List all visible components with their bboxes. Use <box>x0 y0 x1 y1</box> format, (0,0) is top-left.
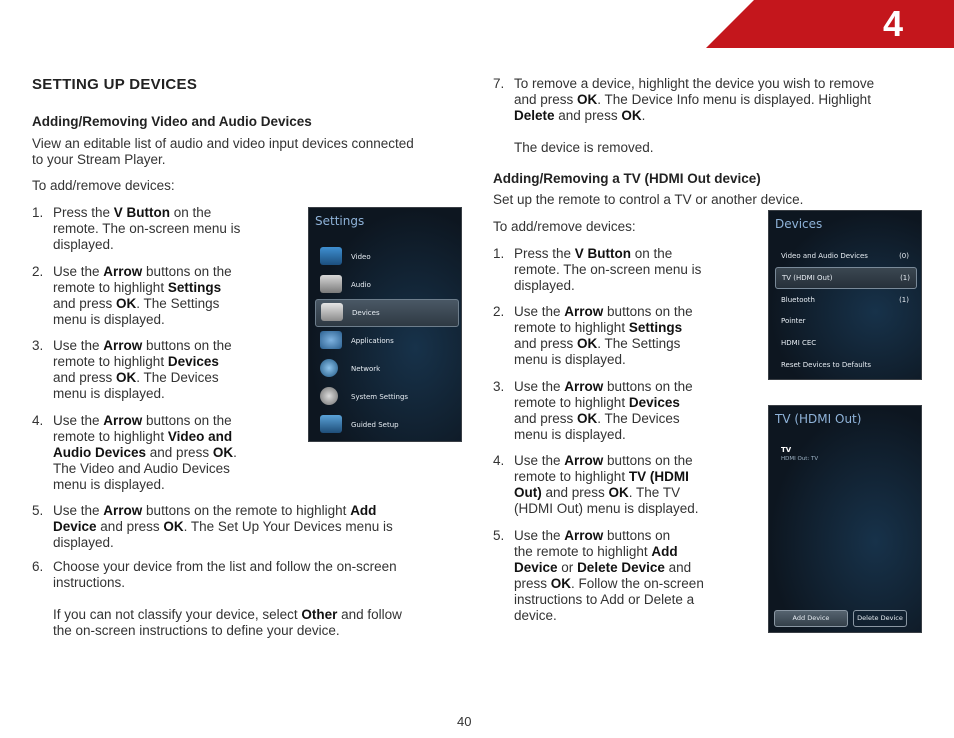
step-line: displayed. <box>53 237 114 252</box>
devices-row: Video and Audio Devices (0) <box>781 252 909 260</box>
step-line: Use the Arrow buttons on <box>514 528 671 543</box>
step-line: To remove a device, highlight the device you wish to remove <box>514 76 875 91</box>
step-number: 5. <box>32 503 44 518</box>
step-number: 5. <box>493 528 505 543</box>
lead-text: To add/remove devices: <box>32 178 175 193</box>
step-line: Delete and press OK. <box>514 108 646 123</box>
lead-text-tv: To add/remove devices: <box>493 219 636 234</box>
tv-hdmi-screenshot <box>768 405 922 633</box>
devices-icon <box>321 303 343 321</box>
step-line: Use the Arrow buttons on the <box>53 413 232 428</box>
tv-hdmi-title: TV (HDMI Out) <box>775 412 862 426</box>
devices-row: Bluetooth (1) <box>781 296 909 304</box>
delete-device-button[interactable]: Delete Device <box>853 610 907 627</box>
gear-icon <box>320 387 338 405</box>
step-line: remote to highlight Devices <box>514 395 680 410</box>
tv-device-sub: HDMI Out: TV <box>781 456 819 462</box>
step-line: instructions to Add or Delete a <box>514 592 695 607</box>
chapter-tab-shape <box>0 0 954 48</box>
settings-screenshot <box>308 207 462 442</box>
step-line: remote. The on-screen menu is <box>514 262 702 277</box>
settings-item-applications: Applications <box>315 328 457 354</box>
step-text <box>53 413 237 493</box>
page-number: 40 <box>457 714 472 729</box>
video-icon <box>320 247 342 265</box>
settings-item-network: Network <box>315 356 457 382</box>
step-text <box>514 304 693 368</box>
step-text <box>53 559 402 639</box>
chapter-tab <box>0 0 954 48</box>
step-text <box>53 503 393 551</box>
step-line: press OK. Follow the on-screen <box>514 576 704 591</box>
step-text <box>514 76 874 156</box>
subsection-title-tv: Adding/Removing a TV (HDMI Out device) <box>493 171 761 186</box>
step-line: Choose your device from the list and follow the on-screen <box>53 559 397 574</box>
subsection-title: Adding/Removing Video and Audio Devices <box>32 114 312 129</box>
step-text <box>53 338 232 402</box>
step-line: remote to highlight TV (HDMI <box>514 469 689 484</box>
step-line: displayed. <box>53 535 114 550</box>
step-line: and press OK. The Settings <box>514 336 681 351</box>
step-number: 2. <box>493 304 505 319</box>
step-line: Device and press OK. The Set Up Your Devices menu is <box>53 519 393 534</box>
chapter-number: 4 <box>882 3 904 44</box>
step-text <box>53 264 232 328</box>
step-line: remote to highlight Settings <box>514 320 683 335</box>
step-line <box>53 591 402 607</box>
step-line: and press OK. The Devices <box>53 370 219 385</box>
step-line: and press OK. The Devices <box>514 411 680 426</box>
step-number: 1. <box>493 246 505 261</box>
step-number: 4. <box>32 413 44 428</box>
guided-setup-icon <box>320 415 342 433</box>
devices-row: HDMI CEC <box>781 339 817 347</box>
tv-device-name: TV <box>781 446 792 454</box>
step-line: device. <box>514 608 557 623</box>
step-line: and press OK. The Device Info menu is displayed. Highlight <box>514 92 871 107</box>
settings-item-video: Video <box>315 244 457 270</box>
devices-title: Devices <box>775 217 823 231</box>
step-number: 6. <box>32 559 44 574</box>
step-number: 3. <box>32 338 44 353</box>
intro-line-1: View an editable list of audio and video input devices connected <box>32 136 414 151</box>
intro-line-2: to your Stream Player. <box>32 152 166 167</box>
step-number: 1. <box>32 205 44 220</box>
step-text <box>514 379 693 443</box>
step-line: remote to highlight Video and <box>53 429 233 444</box>
devices-row: Pointer <box>781 317 806 325</box>
settings-item-system-settings: System Settings <box>315 384 457 410</box>
step-number: 2. <box>32 264 44 279</box>
step-line: (HDMI Out) menu is displayed. <box>514 501 699 516</box>
settings-item-audio: Audio <box>315 272 457 298</box>
step-line: The device is removed. <box>514 140 654 155</box>
step-line: Press the V Button on the <box>53 205 212 220</box>
step-line: the remote to highlight Add <box>514 544 678 559</box>
step-number: 3. <box>493 379 505 394</box>
step-line: Press the V Button on the <box>514 246 673 261</box>
step-line: and press OK. The Settings <box>53 296 220 311</box>
network-icon <box>320 359 338 377</box>
devices-row-selected: TV (HDMI Out) (1) <box>775 267 917 289</box>
step-line: menu is displayed. <box>53 312 165 327</box>
step-line: Use the Arrow buttons on the <box>514 453 693 468</box>
audio-icon <box>320 275 342 293</box>
settings-item-devices: Devices <box>315 299 459 327</box>
devices-row: Reset Devices to Defaults <box>781 361 872 369</box>
step-line: menu is displayed. <box>53 386 165 401</box>
step-line: the on-screen instructions to define your device. <box>53 623 340 638</box>
section-title: SETTING UP DEVICES <box>32 76 198 93</box>
step-number: 7. <box>493 76 505 91</box>
step-line <box>514 124 874 140</box>
step-line: Audio Devices and press OK. <box>53 445 237 460</box>
step-line: remote to highlight Settings <box>53 280 222 295</box>
step-line: Use the Arrow buttons on the <box>514 379 693 394</box>
step-line: If you can not classify your device, select Other and follow <box>53 607 402 622</box>
step-line: The Video and Audio Devices <box>53 461 230 476</box>
step-line: menu is displayed. <box>53 477 165 492</box>
step-line: instructions. <box>53 575 126 590</box>
step-line: remote. The on-screen menu is <box>53 221 241 236</box>
step-line: Use the Arrow buttons on the <box>514 304 693 319</box>
step-text <box>514 453 699 517</box>
step-number: 4. <box>493 453 505 468</box>
step-line: remote to highlight Devices <box>53 354 219 369</box>
step-line: Use the Arrow buttons on the <box>53 338 232 353</box>
step-line: displayed. <box>514 278 575 293</box>
step-line: Device or Delete Device and <box>514 560 692 575</box>
step-text <box>514 528 704 624</box>
step-line: menu is displayed. <box>514 352 626 367</box>
step-line: menu is displayed. <box>514 427 626 442</box>
step-text <box>53 205 240 253</box>
devices-screenshot <box>768 210 922 380</box>
applications-icon <box>320 331 342 349</box>
settings-item-guided-setup: Guided Setup <box>315 412 457 438</box>
step-line: Out) and press OK. The TV <box>514 485 681 500</box>
step-line: Use the Arrow buttons on the remote to highlight Add <box>53 503 377 518</box>
settings-title: Settings <box>315 214 365 228</box>
step-text <box>514 246 701 294</box>
intro-tv: Set up the remote to control a TV or another device. <box>493 192 804 207</box>
step-line: Use the Arrow buttons on the <box>53 264 232 279</box>
add-device-button[interactable]: Add Device <box>774 610 848 627</box>
